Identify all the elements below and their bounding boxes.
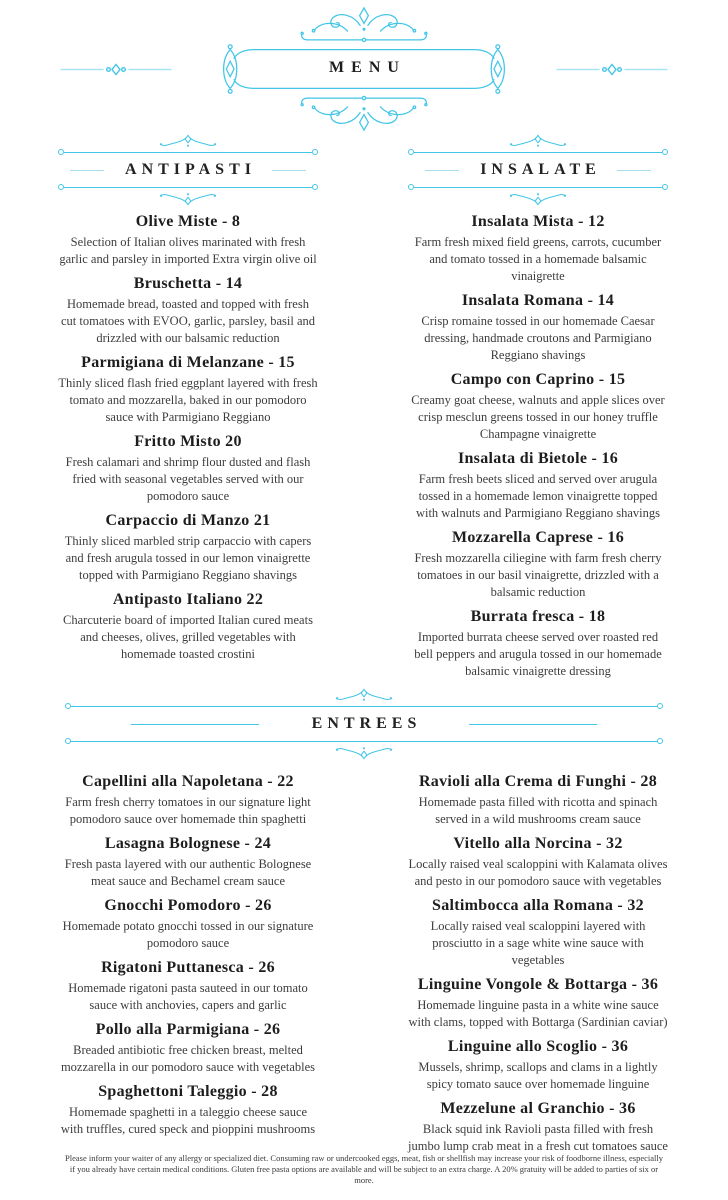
item-name: Pollo alla Parmigiana - 26 — [95, 1021, 281, 1038]
insalate-header-ornament — [408, 134, 668, 206]
item-description: Imported burrata cheese served over roasted red bell peppers and arugula tossed in our homemade balsamic vinaigrette dressing — [414, 630, 662, 678]
menu-item — [408, 834, 668, 890]
item-name: Olive Miste - 8 — [135, 213, 241, 230]
menu-item — [408, 975, 668, 1031]
item-description: Crisp romaine tossed in our homemade Caesar dressing, handmade croutons and Parmigiano Reggiano shavings — [421, 314, 655, 362]
title-dash — [425, 170, 459, 171]
item-description: Farm fresh mixed field greens, carrots, cucumber and tomato tossed in a homemade balsamic vinaigrette — [414, 235, 662, 283]
menu-item — [408, 896, 668, 969]
item-name: Bruschetta - 14 — [133, 275, 243, 292]
item-name: Linguine Vongole & Bottarga - 36 — [417, 976, 659, 993]
menu-item — [58, 896, 318, 952]
section-entrees — [0, 688, 728, 1155]
flourish-ornament — [156, 134, 220, 147]
menu-item — [408, 449, 668, 522]
section-title-entrees: ENTREES — [311, 715, 422, 732]
item-name: Mezzelune al Granchio - 36 — [440, 1100, 636, 1117]
item-description: Farm fresh cherry tomatoes in our signature light pomodoro sauce over homemade thin spaghetti — [65, 795, 311, 826]
item-name: Ravioli alla Crema di Funghi - 28 — [418, 773, 658, 790]
item-description: Black squid ink Ravioli pasta filled with fresh jumbo lump crab meat in a fresh cut tomatoes sauce — [408, 1122, 668, 1153]
entrees-left-column — [58, 766, 318, 1155]
right-divider-ornament — [556, 63, 668, 76]
flourish-ornament — [506, 134, 570, 147]
menu-item — [58, 353, 318, 426]
menu-item — [58, 274, 318, 347]
item-name: Linguine allo Scoglio - 36 — [447, 1038, 629, 1055]
rule-ornament — [65, 737, 663, 746]
item-name: Insalata di Bietole - 16 — [457, 450, 619, 467]
item-description: Thinly sliced flash fried eggplant layered with fresh tomato and mozzarella, baked in our pomodoro sauce with Parmigiano Reggiano — [58, 376, 318, 424]
entrees-columns — [0, 760, 728, 1155]
section-insalate — [408, 134, 668, 680]
item-description: Charcuterie board of imported Italian cured meats and cheeses, olives, grilled vegetables with homemade toasted crostini — [63, 613, 313, 661]
item-description: Homemade bread, toasted and topped with fresh cut tomatoes with EVOO, garlic, parsley, basil and drizzled with our balsamic reduction — [61, 297, 315, 345]
menu-item — [58, 834, 318, 890]
section-title-insalate: INSALATE — [480, 161, 601, 178]
menu-item — [58, 432, 318, 505]
item-name: Mozzarella Caprese - 16 — [451, 529, 625, 546]
item-name: Antipasto Italiano 22 — [112, 591, 264, 608]
entrees-header-ornament — [65, 688, 663, 760]
flourish-ornament — [506, 193, 570, 206]
title-dash — [469, 724, 597, 725]
item-description: Farm fresh beets sliced and served over arugula tossed in a homemade lemon vinaigrette topped with walnuts and Parmigiano Reggiano shavings — [415, 472, 661, 520]
flourish-ornament — [156, 193, 220, 206]
item-name: Vitello alla Norcina - 32 — [453, 835, 623, 852]
item-description: Homemade spaghetti in a taleggio cheese sauce with truffles, cured speck and pioppini mushrooms — [60, 1105, 316, 1136]
disclaimer-text: Please inform your waiter of any allergy or specialized diet. Consuming raw or undercooked eggs, meat, fish or shellfish may increase your risk of foodborne illness, especially if you already have certain medical conditions. Gluten free pasta options are available and will be subject to an extra charge. A 20% gratuity will be added to parties of six or more. — [65, 1153, 663, 1185]
item-name: Lasagna Bolognese - 24 — [104, 835, 272, 852]
title-dash — [131, 724, 259, 725]
item-name: Campo con Caprino - 15 — [450, 371, 626, 388]
rule-ornament — [58, 183, 318, 192]
item-description: Homemade pasta filled with ricotta and spinach served in a wild mushrooms cream sauce — [418, 795, 658, 826]
item-name: Parmigiana di Melanzane - 15 — [81, 354, 295, 371]
item-description: Selection of Italian olives marinated with fresh garlic and parsley in imported Extra virgin olive oil — [59, 235, 317, 266]
item-description: Fresh calamari and shrimp flour dusted and flash fried with seasonal vegetables served with our pomodoro sauce — [65, 455, 311, 503]
menu-item — [408, 528, 668, 601]
rule-ornament — [65, 702, 663, 711]
page-title: MENU — [329, 59, 406, 76]
menu-item — [58, 590, 318, 663]
item-name: Carpaccio di Manzo 21 — [105, 512, 271, 529]
flourish-ornament — [332, 747, 396, 760]
menu-item — [408, 607, 668, 680]
menu-item — [408, 212, 668, 285]
menu-item — [58, 958, 318, 1014]
item-name: Saltimbocca alla Romana - 32 — [432, 897, 644, 914]
top-sections — [0, 134, 728, 680]
item-description: Mussels, shrimp, scallops and clams in a lightly spicy tomato sauce over homemade linguine — [418, 1060, 658, 1091]
menu-item — [408, 772, 668, 828]
title-dash — [617, 170, 651, 171]
item-name: Capellini alla Napoletana - 22 — [82, 773, 294, 790]
menu-item — [58, 511, 318, 584]
item-description: Locally raised veal scaloppini with Kalamata olives and pesto in our pomodoro sauce with vegetables — [408, 857, 668, 888]
menu-item — [408, 370, 668, 443]
title-dash — [272, 170, 306, 171]
rule-ornament — [408, 183, 668, 192]
menu-item — [58, 212, 318, 268]
item-description: Fresh pasta layered with our authentic Bolognese meat sauce and Bechamel cream sauce — [64, 857, 312, 888]
rule-ornament — [58, 148, 318, 157]
menu-item — [58, 1020, 318, 1076]
item-description: Homemade linguine pasta in a white wine sauce with clams, topped with Bottarga (Sardinian caviar) — [408, 998, 668, 1029]
item-description: Homemade potato gnocchi tossed in our signature pomodoro sauce — [62, 919, 314, 950]
left-divider-ornament — [60, 63, 172, 76]
rule-ornament — [408, 148, 668, 157]
item-description: Fresh mozzarella ciliegine with farm fresh cherry tomatoes in our basil vinaigrette, drizzled with a balsamic reduction — [414, 551, 662, 599]
menu-item — [408, 291, 668, 364]
item-name: Gnocchi Pomodoro - 26 — [104, 897, 272, 914]
item-name: Rigatoni Puttanesca - 26 — [101, 959, 275, 976]
item-name: Burrata fresca - 18 — [470, 608, 606, 625]
footer-disclaimer — [0, 1153, 728, 1186]
item-name: Spaghettoni Taleggio - 28 — [98, 1083, 278, 1100]
item-name: Insalata Romana - 14 — [461, 292, 615, 309]
item-description: Homemade rigatoni pasta sauteed in our tomato sauce with anchovies, capers and garlic — [68, 981, 308, 1012]
item-description: Locally raised veal scaloppini layered with prosciutto in a sage white wine sauce with vegetables — [430, 919, 646, 967]
antipasti-header-ornament — [58, 134, 318, 206]
section-antipasti — [58, 134, 318, 680]
menu-item — [58, 772, 318, 828]
menu-item — [408, 1037, 668, 1093]
item-name: Insalata Mista - 12 — [471, 213, 605, 230]
entrees-right-column — [408, 766, 668, 1155]
item-description: Thinly sliced marbled strip carpaccio with capers and fresh arugula tossed in our lemon vinaigrette topped with Parmigiano Reggiano shavings — [64, 534, 312, 582]
menu-item — [58, 1082, 318, 1138]
menu-header — [0, 0, 728, 134]
menu-item — [408, 1099, 668, 1155]
section-title-antipasti: ANTIPASTI — [125, 161, 256, 178]
title-dash — [70, 170, 104, 171]
flourish-ornament — [332, 688, 396, 701]
item-name: Fritto Misto 20 — [134, 433, 242, 450]
item-description: Breaded antibiotic free chicken breast, melted mozzarella in our pomodoro sauce with vegetables — [60, 1043, 316, 1074]
item-description: Creamy goat cheese, walnuts and apple slices over crisp mesclun greens tossed in our honey truffle Champagne vinaigrette — [411, 393, 665, 441]
